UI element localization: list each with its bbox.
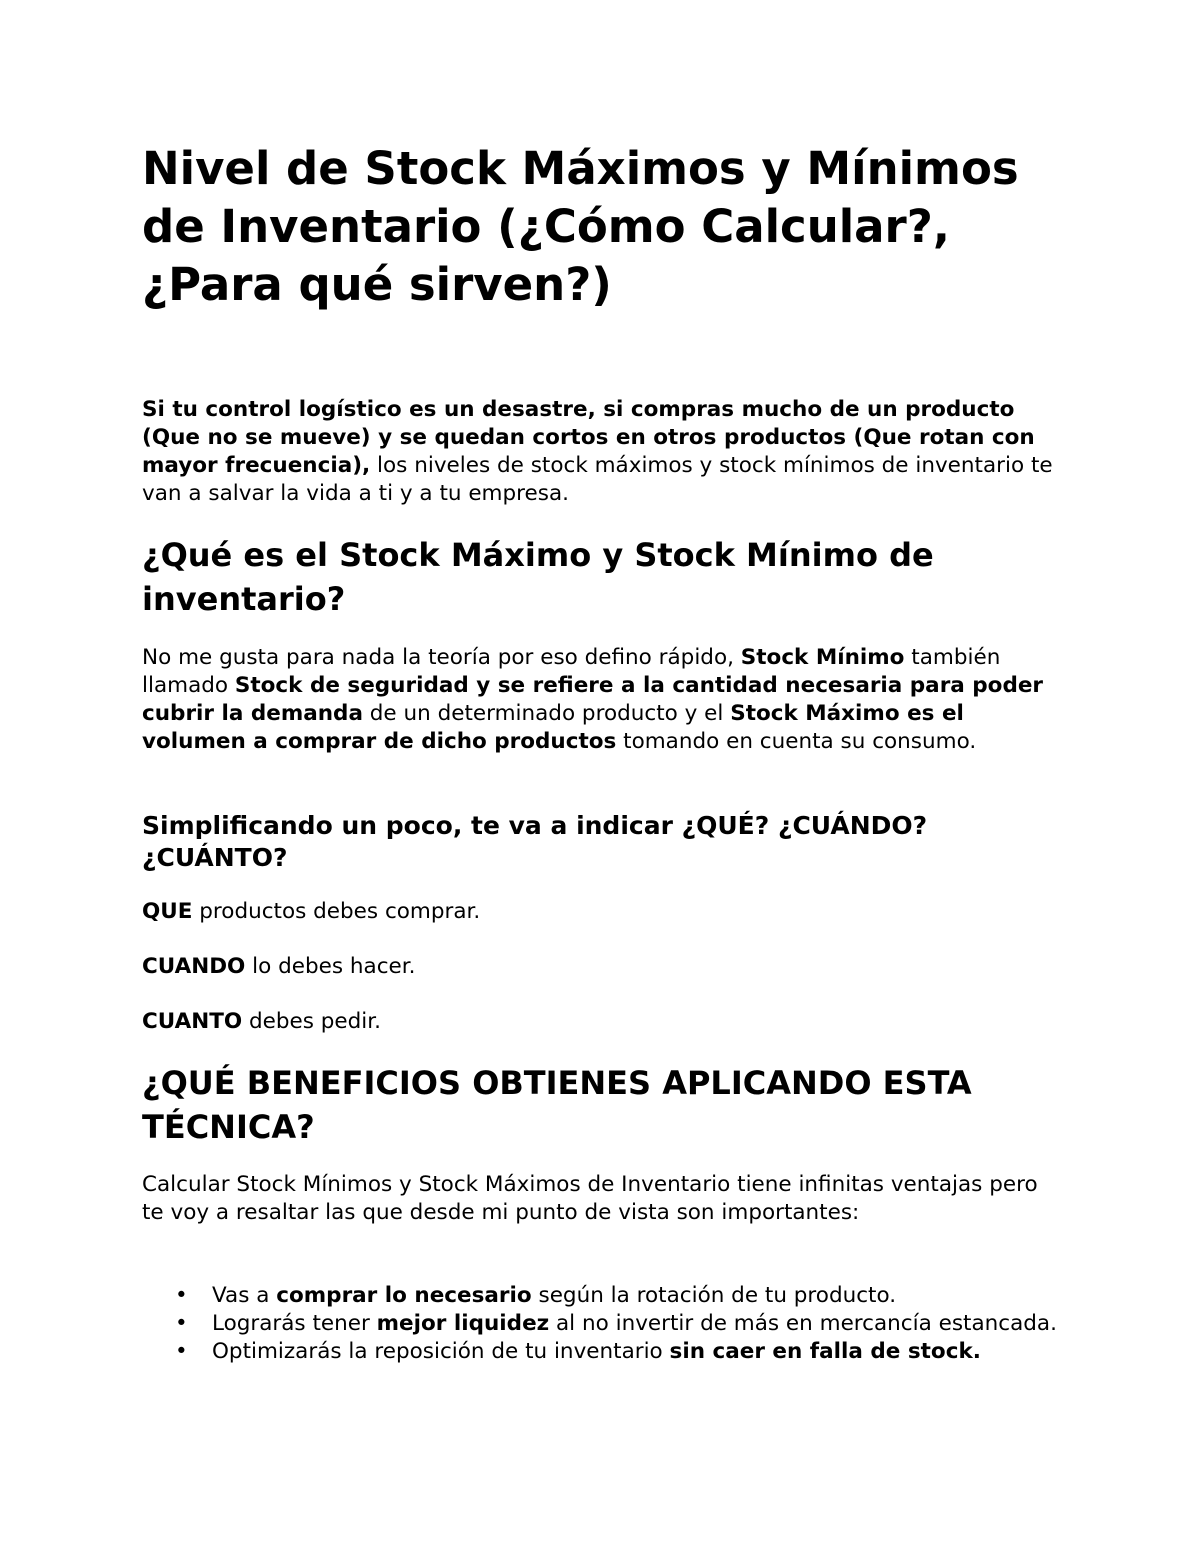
document-title: Nivel de Stock Máximos y Mínimos de Inventario (¿Cómo Calcular?, ¿Para qué sirven?) (142, 142, 1019, 311)
list-item-text-post: según la rotación de tu producto. (531, 1283, 897, 1308)
list-item-text-pre: Lograrás tener (212, 1311, 377, 1336)
list-item-bold: mejor liquidez (376, 1311, 550, 1336)
cuando-line (142, 953, 1062, 981)
definition-bold-3: Stock Máximo es el volumen a comprar de dicho productos (142, 701, 964, 754)
list-item-text-post: al no invertir de más en mercancía estancada. (549, 1311, 1057, 1336)
list-item (142, 1310, 1072, 1338)
bullet-icon: • (175, 1283, 188, 1308)
que-text: productos debes comprar. (192, 899, 481, 924)
section-heading-simplify: Simplificando un poco, te va a indicar ¿QUÉ? ¿CUÁNDO? ¿CUÁNTO? (142, 811, 928, 872)
definition-paragraph (142, 644, 1062, 756)
intro-text: los niveles de stock máximos y stock mínimos de inventario te van a salvar la vida a ti y a tu empresa. (142, 453, 1053, 506)
benefits-list (142, 1282, 1072, 1366)
que-label: QUE (142, 899, 193, 924)
definition-bold-2: Stock de seguridad y se refiere a la cantidad necesaria para poder cubrir la demanda (142, 673, 1044, 726)
bullet-icon: • (175, 1311, 188, 1336)
definition-bold-1: Stock Mínimo (740, 645, 905, 670)
definition-text-2: también llamado (142, 645, 1001, 698)
definition-text-4: tomando en cuenta su consumo. (616, 729, 977, 754)
bullet-icon: • (175, 1339, 188, 1364)
list-item-bold: comprar lo necesario (276, 1283, 532, 1308)
definition-text-1: No me gusta para nada la teoría por eso defino rápido, (142, 645, 741, 670)
benefits-intro-paragraph: Calcular Stock Mínimos y Stock Máximos de Inventario tiene infinitas ventajas pero te voy a resaltar las que desde mi punto de vista son importantes: (142, 1172, 1038, 1225)
cuanto-text: debes pedir. (242, 1009, 381, 1034)
definition-text-3: de un determinado producto y el (362, 701, 731, 726)
cuando-text: lo debes hacer. (245, 954, 416, 979)
section-heading-benefits: ¿QUÉ BENEFICIOS OBTIENES APLICANDO ESTA TÉCNICA? (142, 1064, 972, 1146)
section-heading-definition: ¿Qué es el Stock Máximo y Stock Mínimo de inventario? (142, 536, 934, 618)
list-item-text-pre: Vas a (212, 1283, 277, 1308)
cuanto-line (142, 1008, 1062, 1036)
intro-paragraph (142, 396, 1062, 508)
que-line (142, 898, 1062, 926)
list-item-text-pre: Optimizarás la reposición de tu inventario (212, 1339, 670, 1364)
intro-bold-text: Si tu control logístico es un desastre, si compras mucho de un producto (Que no se mueve) y se quedan cortos en otros productos (Que rotan con mayor frecuencia), (142, 397, 1035, 478)
cuando-label: CUANDO (142, 954, 246, 979)
list-item-bold: sin caer en falla de stock. (669, 1339, 981, 1364)
cuanto-label: CUANTO (142, 1009, 243, 1034)
list-item (142, 1338, 1072, 1366)
list-item (142, 1282, 1072, 1310)
